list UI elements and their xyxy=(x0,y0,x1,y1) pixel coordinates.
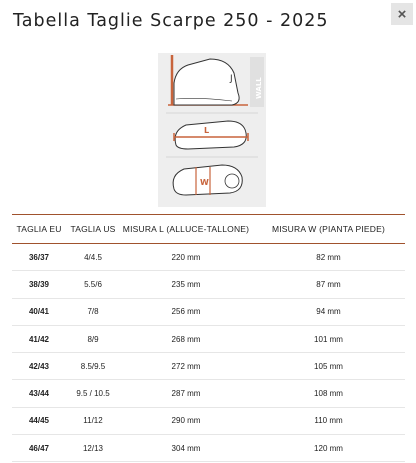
cell-length: 235 mm xyxy=(120,271,252,298)
cell-us: 5.5/6 xyxy=(66,271,120,298)
header-width: MISURA W (PIANTA PIEDE) xyxy=(252,215,405,244)
cell-us: 8.5/9.5 xyxy=(66,353,120,380)
cell-width: 108 mm xyxy=(252,380,405,407)
cell-length: 256 mm xyxy=(120,298,252,325)
cell-eu: 46/47 xyxy=(12,435,66,462)
foot-width-view xyxy=(173,165,242,195)
table-row xyxy=(12,353,405,380)
table-row xyxy=(12,244,405,271)
width-letter: W xyxy=(200,178,209,187)
table-row xyxy=(12,407,405,434)
cell-length: 290 mm xyxy=(120,407,252,434)
page-title: Tabella Taglie Scarpe 250 - 2025 xyxy=(13,11,329,31)
cell-eu: 43/44 xyxy=(12,380,66,407)
wall-label: WALL xyxy=(255,77,263,99)
table-header-row xyxy=(12,215,405,244)
cell-width: 94 mm xyxy=(252,298,405,325)
cell-width: 87 mm xyxy=(252,271,405,298)
cell-width: 105 mm xyxy=(252,353,405,380)
foot-measurement-diagram xyxy=(158,53,266,207)
header-eu: TAGLIA EU xyxy=(12,215,66,244)
cell-us: 12/13 xyxy=(66,435,120,462)
cell-eu: 38/39 xyxy=(12,271,66,298)
size-table xyxy=(12,214,405,462)
heel-letter: J xyxy=(230,74,233,84)
table-row xyxy=(12,435,405,462)
cell-eu: 41/42 xyxy=(12,325,66,352)
cell-us: 11/12 xyxy=(66,407,120,434)
cell-width: 82 mm xyxy=(252,244,405,271)
cell-length: 272 mm xyxy=(120,353,252,380)
header-length: MISURA L (ALLUCE-TALLONE) xyxy=(120,215,252,244)
cell-eu: 44/45 xyxy=(12,407,66,434)
cell-us: 4/4.5 xyxy=(66,244,120,271)
header-us: TAGLIA US xyxy=(66,215,120,244)
table-row xyxy=(12,271,405,298)
cell-us: 9.5 / 10.5 xyxy=(66,380,120,407)
cell-width: 120 mm xyxy=(252,435,405,462)
cell-us: 7/8 xyxy=(66,298,120,325)
table-row xyxy=(12,325,405,352)
cell-length: 220 mm xyxy=(120,244,252,271)
close-button[interactable] xyxy=(391,3,413,25)
cell-us: 8/9 xyxy=(66,325,120,352)
cell-width: 110 mm xyxy=(252,407,405,434)
close-icon: × xyxy=(397,5,407,23)
cell-length: 287 mm xyxy=(120,380,252,407)
foot-length-view xyxy=(174,121,248,149)
cell-width: 101 mm xyxy=(252,325,405,352)
cell-eu: 42/43 xyxy=(12,353,66,380)
cell-eu: 40/41 xyxy=(12,298,66,325)
cell-length: 304 mm xyxy=(120,435,252,462)
cell-length: 268 mm xyxy=(120,325,252,352)
table-row xyxy=(12,380,405,407)
table-row xyxy=(12,298,405,325)
cell-eu: 36/37 xyxy=(12,244,66,271)
length-letter: L xyxy=(204,126,210,135)
